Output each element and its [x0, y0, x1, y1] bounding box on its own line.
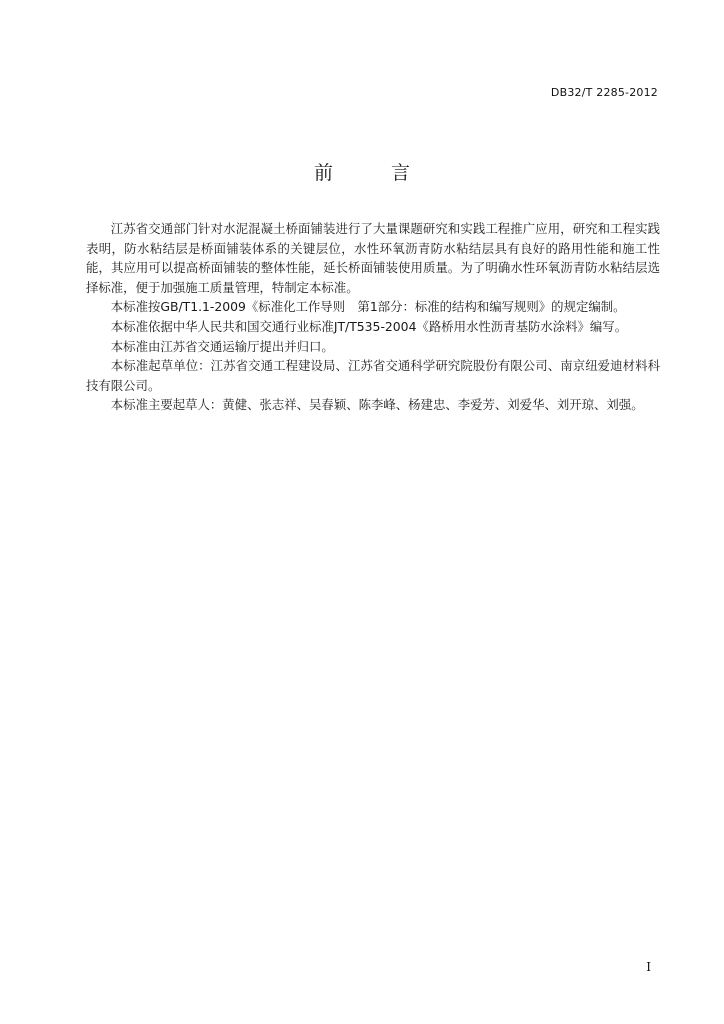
foreword-body — [86, 219, 660, 415]
paragraph-basis-standard: 本标准依据中华人民共和国交通行业标准JT/T535-2004《路桥用水性沥青基防水涂料》编写。 — [110, 318, 628, 334]
document-code: DB32/T 2285-2012 — [550, 86, 658, 99]
page-number: I — [646, 960, 651, 974]
paragraph-drafting-units: 本标准起草单位：江苏省交通工程建设局、江苏省交通科学研究院股份有限公司、南京纽爱迪材料科技有限公司。 — [86, 358, 660, 393]
paragraph-proposer: 本标准由江苏省交通运输厅提出并归口。 — [110, 338, 334, 354]
page-title: 前 言 — [313, 162, 437, 184]
paragraph-drafters: 本标准主要起草人：黄健、张志祥、吴春颖、陈李峰、杨建忠、李爱芳、刘爱华、刘开琼、刘强。 — [110, 397, 644, 413]
paragraph-background: 江苏省交通部门针对水泥混凝土桥面铺装进行了大量课题研究和实践工程推广应用，研究和工程实践表明，防水粘结层是桥面铺装体系的关键层位，水性环氧沥青防水粘结层具有良好的路用性能和施工性能，其应用可以提高桥面铺装的整体性能，延长桥面铺装使用质量。为了明确水性环氧沥青防水粘结层选择标准，便于加强施工质量管理，特制定本标准。 — [86, 221, 660, 295]
paragraph-drafting-rules: 本标准按GB/T1.1-2009《标准化工作导则 第1部分：标准的结构和编写规则》的规定编制。 — [110, 299, 626, 315]
